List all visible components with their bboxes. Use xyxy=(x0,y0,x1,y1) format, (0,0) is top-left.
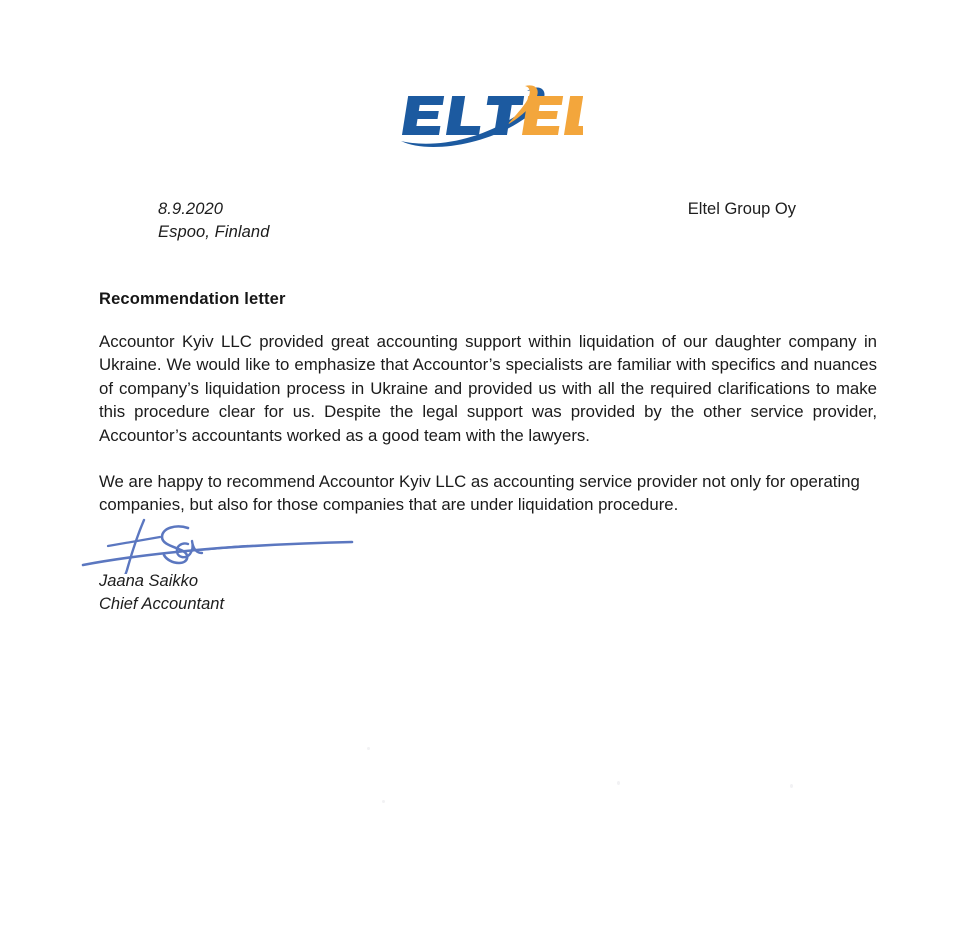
letter-date: 8.9.2020 xyxy=(158,200,224,218)
handwritten-signature xyxy=(80,518,380,574)
letter-meta-row xyxy=(99,198,876,244)
scan-artifact xyxy=(617,781,620,785)
signer-name: Jaana Saikko xyxy=(99,572,199,590)
signer-title: Chief Accountant xyxy=(99,595,225,613)
body-paragraph-2: We are happy to recommend Accountor Kyiv LLC as accounting service provider not only for operating companies, but also for those companies that are under liquidation procedure. xyxy=(99,472,860,515)
body-paragraph-1: Accountor Kyiv LLC provided great accounting support within liquidation of our daughter company in Ukraine. We would like to emphasize that Accountor’s specialists are familiar with specifics and nuances of company’s liquidation process in Ukraine and provided us with all the required clarifications to make this procedure clear for us. Despite the legal support was provided by the other service provider, Accountor’s accountants worked as a good team with the lawyers. xyxy=(99,332,877,445)
signature-block xyxy=(80,518,410,616)
signer-info xyxy=(99,570,410,616)
company-name: Eltel Group Oy xyxy=(687,200,796,218)
logo-header xyxy=(0,78,980,152)
scan-artifact xyxy=(790,784,793,788)
letter-body xyxy=(99,330,877,517)
page-title: Recommendation letter xyxy=(99,290,286,308)
letter-place: Espoo, Finland xyxy=(158,223,270,241)
scan-artifact xyxy=(367,747,370,750)
eltel-logo xyxy=(397,78,583,152)
scan-artifact xyxy=(382,800,385,803)
date-place-block xyxy=(158,198,269,244)
